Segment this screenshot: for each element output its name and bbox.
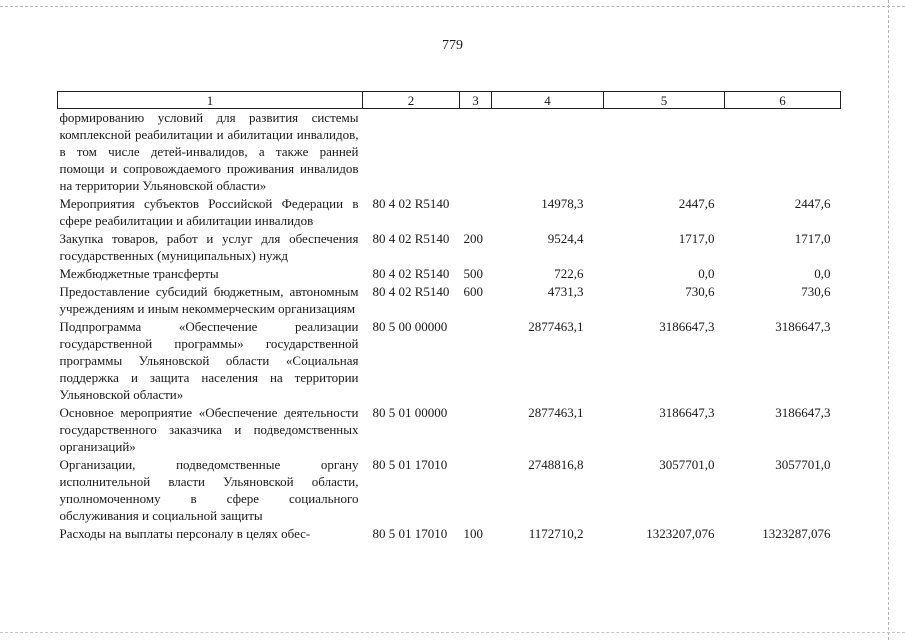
row-value-4: 14978,3	[541, 196, 584, 211]
row-value-5: 0,0	[698, 266, 715, 281]
header-row	[58, 92, 841, 109]
page-number: 779	[442, 38, 463, 53]
row-value-6: 0,0	[814, 266, 831, 281]
scan-edge-bottom	[0, 632, 905, 633]
row-value-4: 722,6	[554, 266, 584, 281]
row-code: 80 5 01 17010	[372, 526, 448, 541]
row-value-6: 1323287,076	[762, 526, 831, 541]
table-header	[58, 92, 841, 109]
row-value-6: 3186647,3	[775, 405, 831, 420]
row-value-6: 3186647,3	[775, 319, 831, 334]
row-vr	[460, 404, 492, 456]
row-value-4: 9524,4	[547, 231, 584, 246]
row-code: 80 4 02 R5140	[372, 284, 450, 299]
row-value-5: 1717,0	[678, 231, 715, 246]
table-row	[58, 456, 841, 525]
row-value-5: 1323207,076	[646, 526, 715, 541]
row-code: 80 5 01 00000	[372, 405, 448, 420]
row-value-6: 2447,6	[794, 196, 831, 211]
row-value-4: 1172710,2	[528, 526, 584, 541]
row-value-4: 2877463,1	[528, 405, 584, 420]
row-vr	[460, 456, 492, 525]
row-name: Расходы на выплаты персоналу в целях обес-	[59, 526, 311, 541]
row-value-4: 2877463,1	[528, 319, 584, 334]
table-row	[58, 404, 841, 456]
row-code: 80 4 02 R5140	[372, 196, 450, 211]
row-name: Подпрограмма «Обеспечение реализации государственной программы» государственной программы Ульяновской области «Социальная поддержка и защита населения на территории Ульяновской области»	[59, 319, 359, 402]
table-row	[58, 265, 841, 283]
row-name: Основное мероприятие «Обеспечение деятельности государственного заказчика и подведомственных организаций»	[59, 405, 359, 454]
row-code: 80 5 00 00000	[372, 319, 448, 334]
scan-edge-top	[0, 6, 905, 7]
header-col-2: 2	[363, 92, 460, 109]
row-value-5: 3186647,3	[659, 405, 715, 420]
row-value-5	[604, 109, 725, 196]
row-vr	[460, 109, 492, 196]
row-value-4: 4731,3	[547, 284, 584, 299]
scan-edge-right	[888, 0, 889, 640]
header-col-6: 6	[725, 92, 841, 109]
table-body	[58, 109, 841, 544]
header-col-4: 4	[492, 92, 604, 109]
row-vr: 100	[463, 526, 483, 541]
row-vr: 500	[463, 266, 483, 281]
table-row	[58, 230, 841, 265]
row-name: Закупка товаров, работ и услуг для обеспечения государственных (муниципальных) нужд	[59, 231, 359, 263]
row-value-4: 2748816,8	[528, 457, 584, 472]
row-value-6: 1717,0	[794, 231, 831, 246]
table-row	[58, 195, 841, 230]
row-code: 80 4 02 R5140	[372, 231, 450, 246]
row-name: формированию условий для развития системы комплексной реабилитации и абилитации инвалидов, в том числе детей-инвалидов, а также ранней помощи и сопровождаемого проживания инвалидов на территории Ульяновской области»	[59, 110, 359, 193]
row-vr	[460, 318, 492, 404]
row-code: 80 4 02 R5140	[372, 266, 450, 281]
row-value-5: 3057701,0	[659, 457, 715, 472]
row-name: Предоставление субсидий бюджетным, автономным учреждениям и иным некоммерческим организациям	[59, 284, 359, 316]
row-value-6	[725, 109, 841, 196]
row-vr: 600	[463, 284, 483, 299]
row-value-6: 3057701,0	[775, 457, 831, 472]
header-col-1: 1	[58, 92, 363, 109]
row-name: Межбюджетные трансферты	[59, 266, 219, 281]
budget-table	[57, 91, 841, 543]
row-code: 80 5 01 17010	[372, 457, 448, 472]
row-value-5: 3186647,3	[659, 319, 715, 334]
header-col-5: 5	[604, 92, 725, 109]
table-row	[58, 109, 841, 196]
row-name: Мероприятия субъектов Российской Федерации в сфере реабилитации и абилитации инвалидов	[59, 196, 359, 228]
row-code	[363, 109, 460, 196]
row-value-5: 2447,6	[678, 196, 715, 211]
row-vr: 200	[463, 231, 483, 246]
row-value-4	[492, 109, 604, 196]
table-row	[58, 283, 841, 318]
row-name: Организации, подведомственные органу исполнительной власти Ульяновской области, уполномоченному в сфере социального обслуживания и социальной защиты	[59, 457, 359, 523]
table-row	[58, 318, 841, 404]
row-value-5: 730,6	[685, 284, 715, 299]
header-col-3: 3	[460, 92, 492, 109]
row-value-6: 730,6	[801, 284, 831, 299]
table-row	[58, 525, 841, 543]
row-vr	[460, 195, 492, 230]
